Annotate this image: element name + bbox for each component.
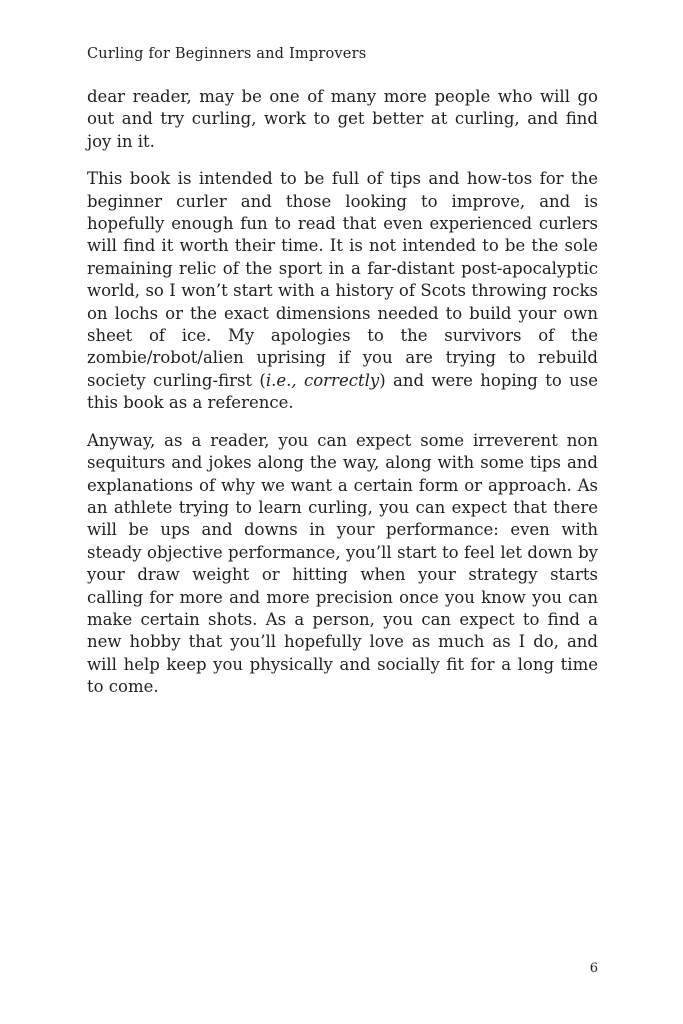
page-number: 6 — [589, 961, 598, 976]
page-body — [87, 86, 598, 714]
paragraph-3: Anyway, as a reader, you can expect some irreverent non sequiturs and jokes along the way, along with some tips and explanations of why we want a certain form or approach. As an athlete trying to learn curling, you can expect that there will be ups and downs in your performance: even with steady objective performance, you’ll start to feel let down by your draw weight or hitting when your strategy starts calling for more and more precision once you know you can make certain shots. As a person, you can expect to find a new hobby that you’ll hopefully love as much as I do, and will help keep you physically and socially fit for a long time to come. — [87, 430, 598, 697]
running-header: Curling for Beginners and Improvers — [87, 46, 367, 62]
paragraph-1: dear reader, may be one of many more people who will go out and try curling, work to get better at curling, and find joy in it. — [87, 87, 598, 151]
paragraph-2-italic-phrase: i.e., correctly — [265, 370, 380, 390]
paragraph-2-text-pre: This book is intended to be full of tips and how-tos for the beginner curler and those looking to improve, and is hopefully enough fun to read that even experienced curlers will find it worth their time. It is not intended to be the sole remaining relic of the sport in a far-distant post-apocalyptic world, so I won’t start with a history of Scots throwing rocks on lochs or the exact dimensions needed to build your own sheet of ice. My apologies to the survivors of the zombie/robot/alien uprising if you are trying to rebuild society curling-first ( — [87, 169, 598, 390]
paragraph-2 — [87, 168, 598, 414]
paragraph-2-text-post: ) and were hoping to use this book as a reference. — [87, 370, 598, 413]
